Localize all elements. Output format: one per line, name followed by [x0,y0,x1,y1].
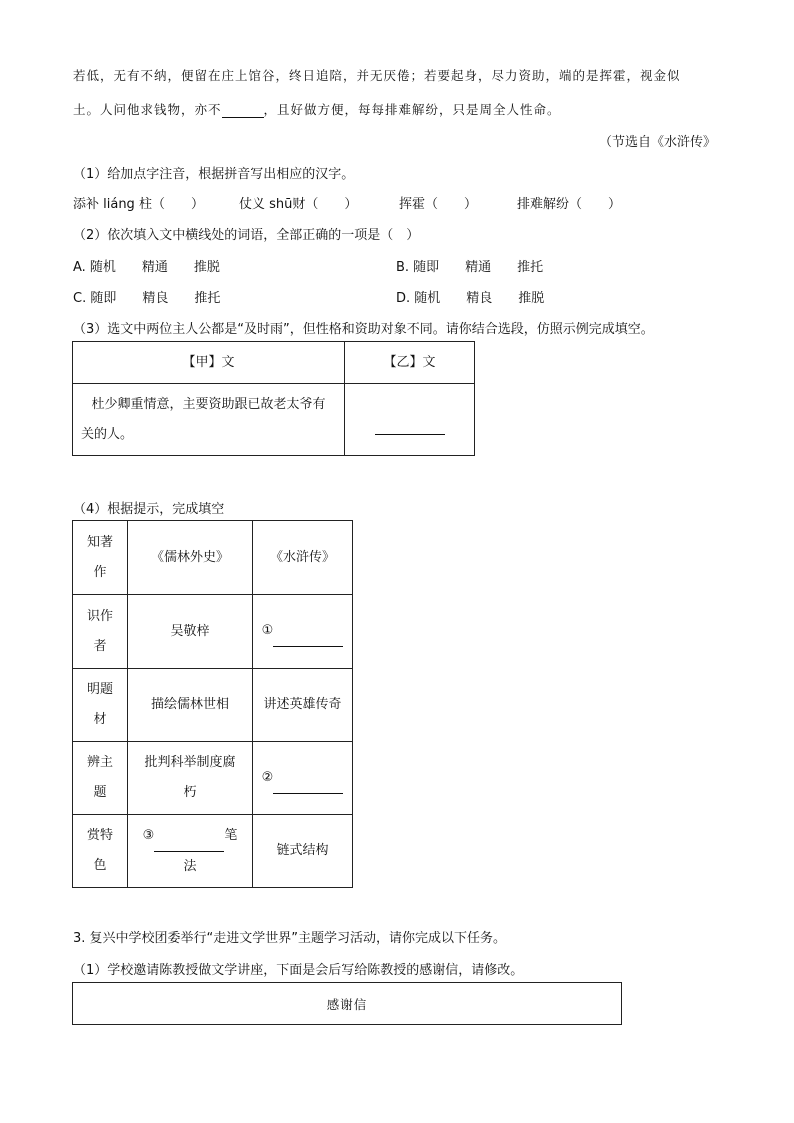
q4-label-line: 者 [93,638,107,654]
q3-cell-a [73,384,345,456]
q4-answer-blank [273,763,343,794]
q4-answer-blank [154,821,224,852]
q4-label-line: 作 [93,564,107,580]
q3-header-a: 【甲】文 [73,342,345,384]
q1-item-3: 挥霍（ ） [399,197,478,212]
q4-label-line: 题 [93,785,107,800]
q4-cell: 链式结构 [253,815,353,888]
passage-blank [222,102,264,118]
q3-cell-b [345,384,475,456]
q3-header-b: 【乙】文 [345,342,475,384]
q4-cell: 《水浒传》 [253,521,353,595]
q4-table [72,520,353,888]
q4-cell-line [128,821,252,852]
q4-row-label [73,669,128,742]
q4-row-label [73,815,128,888]
q4-cell: 《儒林外史》 [128,521,253,595]
q4-row-label [73,521,128,595]
section-3-sub-1: （1）学校邀请陈教授做文学讲座，下面是会后写给陈教授的感谢信，请修改。 [73,963,524,978]
q4-cell [128,815,253,888]
q3-prompt: （3）选文中两位主人公都是“及时雨”，但性格和资助对象不同。请你结合选段，仿照示例完成填空。 [73,322,654,337]
q4-cell: 描绘儒林世相 [128,669,253,742]
passage-line-2-end: ，且好做方便，每每排难解纷，只是周全人性命。 [263,102,561,117]
q4-cell [253,595,353,669]
q3-table [72,341,475,456]
q4-cell: 讲述英雄传奇 [253,669,353,742]
passage-line-1: 若低，无有不纳，便留在庄上馆谷，终日追陪，并无厌倦；若要起身，尽力资助，端的是挥霍，视金似 [73,68,681,83]
passage-source: （节选自《水浒传》 [598,135,716,150]
letter-box [72,982,622,1025]
q2-option-a: A. 随机 精通 推脱 [73,260,220,275]
q4-prompt: （4）根据提示，完成填空 [73,502,225,517]
q4-label-line: 赏特 [86,828,113,843]
q1-item-4: 排难解纷（ ） [517,197,622,212]
q4-cell [253,742,353,815]
q1-item-1: 添补 liáng 柱（ ） [73,197,204,212]
q4-cell: 吴敬梓 [128,595,253,669]
q4-blank-mark: ② [261,769,274,785]
letter-title: 感谢信 [326,996,368,1012]
q2-option-c: C. 随即 精良 推托 [73,291,221,306]
q4-cell-line: 法 [183,858,197,874]
q4-cell [128,742,253,815]
q2-prompt: （2）依次填入文中横线处的词语，全部正确的一项是（ ） [73,228,420,243]
passage-line-2 [73,100,561,118]
q4-blank-mark: ③ [142,827,155,843]
q4-label-line: 知著 [86,534,113,550]
q4-label-line: 材 [93,712,107,727]
q4-label-line: 明题 [86,682,113,697]
q1-item-2: 仗义 shū财（ ） [239,197,358,212]
q4-blank-mark: ① [261,623,274,638]
section-3-heading: 3. 复兴中学校团委举行“走进文学世界”主题学习活动，请你完成以下任务。 [73,931,507,946]
q3-cell-a-line-2: 关的人。 [81,426,134,442]
q3-cell-a-line-1: 杜少卿重情意，主要资助跟已故老太爷有 [91,396,326,412]
q2-option-b: B. 随即 精通 推托 [396,260,544,275]
q4-row-label [73,595,128,669]
q4-cell-line: 批判科举制度腐 [144,755,236,770]
q4-cell-tail: 笔 [224,827,238,843]
q4-label-line: 识作 [86,608,113,624]
q3-answer-blank [375,404,445,435]
q2-option-d: D. 随机 精良 推脱 [396,291,545,306]
q1-prompt: （1）给加点字注音，根据拼音写出相应的汉字。 [73,167,355,182]
q4-cell-line: 朽 [183,785,197,800]
q4-row-label [73,742,128,815]
q4-label-line: 辨主 [86,755,113,770]
q4-answer-blank [273,616,343,647]
q4-label-line: 色 [93,858,107,873]
passage-line-2-start: 土。人问他求钱物，亦不 [73,102,222,117]
